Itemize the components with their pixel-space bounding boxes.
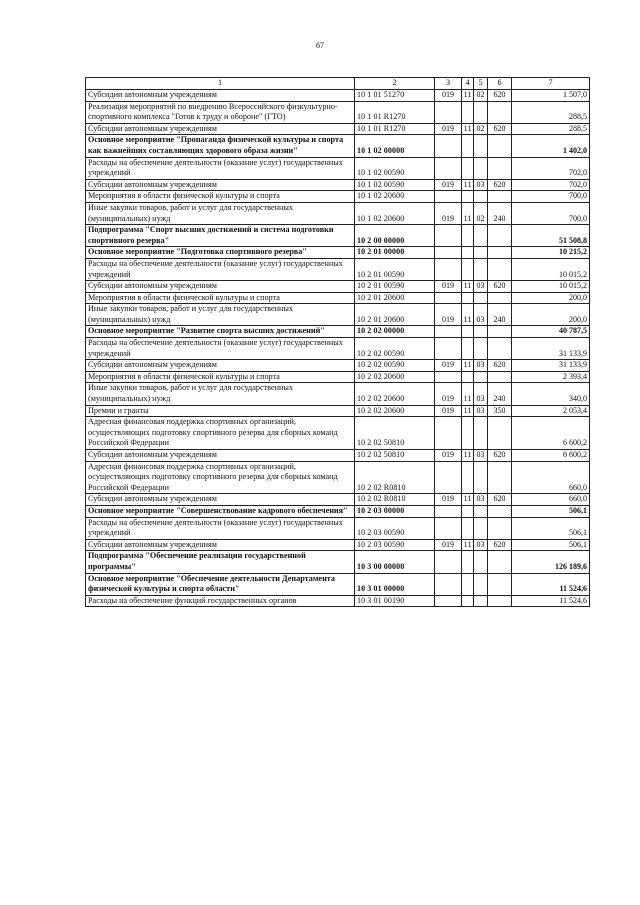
section-code-cell — [462, 551, 474, 573]
expense-type-cell: 240 — [488, 383, 512, 405]
section-code-cell: 11 — [462, 123, 474, 135]
section-code-cell: 11 — [462, 202, 474, 224]
amount-cell: 40 787,5 — [512, 326, 590, 338]
dept-code-cell: 019 — [435, 179, 462, 191]
amount-cell: 660,0 — [512, 494, 590, 506]
row-name-cell: Основное мероприятие "Подготовка спортивного резерва" — [86, 247, 355, 259]
target-code-cell: 10 2 01 20600 — [355, 304, 435, 326]
amount-cell: 506,1 — [512, 505, 590, 517]
target-code-cell: 10 1 01 R1270 — [355, 101, 435, 123]
table-row — [86, 157, 590, 179]
section-code-cell: 11 — [462, 494, 474, 506]
target-code-cell: 10 3 01 00000 — [355, 573, 435, 595]
expense-type-cell: 620 — [488, 179, 512, 191]
section-code-cell: 11 — [462, 179, 474, 191]
row-name-cell: Расходы на обеспечение деятельности (оказание услуг) государственных учреждений — [86, 258, 355, 280]
table-row — [86, 304, 590, 326]
section-code-cell — [462, 326, 474, 338]
table-row — [86, 517, 590, 539]
table-row — [86, 405, 590, 417]
subsection-code-cell — [474, 505, 488, 517]
section-code-cell: 11 — [462, 304, 474, 326]
expense-type-cell: 240 — [488, 202, 512, 224]
target-code-cell: 10 1 02 00590 — [355, 179, 435, 191]
subsection-code-cell — [474, 371, 488, 383]
amount-cell: 700,0 — [512, 191, 590, 203]
row-name-cell: Иные закупки товаров, работ и услуг для государственных (муниципальных) нужд — [86, 304, 355, 326]
amount-cell: 31 133,9 — [512, 360, 590, 372]
subsection-code-cell: 02 — [474, 123, 488, 135]
target-code-cell: 10 2 02 20600 — [355, 405, 435, 417]
dept-code-cell: 019 — [435, 494, 462, 506]
target-code-cell: 10 1 02 00590 — [355, 157, 435, 179]
subsection-code-cell — [474, 225, 488, 247]
amount-cell: 6 600,2 — [512, 450, 590, 462]
section-code-cell: 11 — [462, 539, 474, 551]
subsection-code-cell — [474, 247, 488, 259]
table-row — [86, 326, 590, 338]
target-code-cell: 10 1 02 20600 — [355, 191, 435, 203]
target-code-cell: 10 2 02 20600 — [355, 383, 435, 405]
row-name-cell: Иные закупки товаров, работ и услуг для государственных (муниципальных) нужд — [86, 202, 355, 224]
section-code-cell: 11 — [462, 383, 474, 405]
dept-code-cell — [435, 573, 462, 595]
page-number: 67 — [316, 41, 324, 50]
dept-code-cell: 019 — [435, 450, 462, 462]
table-row — [86, 202, 590, 224]
section-code-cell: 11 — [462, 281, 474, 293]
section-code-cell — [462, 135, 474, 157]
expense-type-cell: 620 — [488, 539, 512, 551]
table-row — [86, 595, 590, 607]
dept-code-cell — [435, 505, 462, 517]
row-name-cell: Субсидии автономным учреждениям — [86, 539, 355, 551]
row-name-cell: Мероприятия в области физической культуры и спорта — [86, 191, 355, 203]
section-code-cell — [462, 157, 474, 179]
table-row — [86, 101, 590, 123]
section-code-cell — [462, 461, 474, 494]
subsection-code-cell — [474, 258, 488, 280]
dept-code-cell — [435, 225, 462, 247]
expense-type-cell — [488, 551, 512, 573]
table-row — [86, 247, 590, 259]
section-code-cell — [462, 101, 474, 123]
section-code-cell — [462, 505, 474, 517]
expense-type-cell: 240 — [488, 304, 512, 326]
subsection-code-cell: 03 — [474, 383, 488, 405]
section-code-cell — [462, 573, 474, 595]
section-code-cell — [462, 417, 474, 450]
target-code-cell: 10 2 02 00590 — [355, 360, 435, 372]
dept-code-cell — [435, 135, 462, 157]
subsection-code-cell — [474, 338, 488, 360]
section-code-cell — [462, 595, 474, 607]
subsection-code-cell: 02 — [474, 90, 488, 102]
amount-cell: 288,5 — [512, 123, 590, 135]
table-row — [86, 539, 590, 551]
column-header: 1 — [86, 78, 355, 90]
expense-type-cell — [488, 371, 512, 383]
dept-code-cell: 019 — [435, 383, 462, 405]
target-code-cell: 10 2 02 50810 — [355, 417, 435, 450]
target-code-cell: 10 1 02 20600 — [355, 202, 435, 224]
table-row — [86, 383, 590, 405]
section-code-cell — [462, 247, 474, 259]
dept-code-cell — [435, 247, 462, 259]
row-name-cell: Субсидии автономным учреждениям — [86, 281, 355, 293]
section-code-cell: 11 — [462, 360, 474, 372]
expense-type-cell — [488, 247, 512, 259]
subsection-code-cell: 03 — [474, 179, 488, 191]
table-row — [86, 225, 590, 247]
amount-cell: 2 053,4 — [512, 405, 590, 417]
table-row — [86, 338, 590, 360]
column-header: 4 — [462, 78, 474, 90]
row-name-cell: Расходы на обеспечение функций государственных органов — [86, 595, 355, 607]
subsection-code-cell — [474, 135, 488, 157]
section-code-cell: 11 — [462, 405, 474, 417]
expense-type-cell — [488, 225, 512, 247]
expense-type-cell — [488, 292, 512, 304]
table-row — [86, 135, 590, 157]
subsection-code-cell — [474, 573, 488, 595]
subsection-code-cell — [474, 595, 488, 607]
table-row — [86, 461, 590, 494]
column-header: 3 — [435, 78, 462, 90]
section-code-cell — [462, 517, 474, 539]
section-code-cell — [462, 225, 474, 247]
table-row — [86, 258, 590, 280]
table-row — [86, 551, 590, 573]
section-code-cell — [462, 338, 474, 360]
section-code-cell — [462, 258, 474, 280]
amount-cell: 2 393,4 — [512, 371, 590, 383]
amount-cell: 200,0 — [512, 304, 590, 326]
subsection-code-cell: 03 — [474, 304, 488, 326]
amount-cell: 200,0 — [512, 292, 590, 304]
expense-type-cell — [488, 135, 512, 157]
row-name-cell: Подпрограмма "Обеспечение реализации государственной программы" — [86, 551, 355, 573]
amount-cell: 6 600,2 — [512, 417, 590, 450]
expense-type-cell: 620 — [488, 450, 512, 462]
subsection-code-cell — [474, 157, 488, 179]
target-code-cell: 10 2 01 00590 — [355, 281, 435, 293]
row-name-cell: Мероприятия в области физической культуры и спорта — [86, 371, 355, 383]
subsection-code-cell — [474, 101, 488, 123]
expense-type-cell: 350 — [488, 405, 512, 417]
amount-cell: 1 402,0 — [512, 135, 590, 157]
table-row — [86, 417, 590, 450]
dept-code-cell — [435, 101, 462, 123]
target-code-cell: 10 3 00 00000 — [355, 551, 435, 573]
row-name-cell: Субсидии автономным учреждениям — [86, 123, 355, 135]
row-name-cell: Основное мероприятие "Пропаганда физической культуры и спорта как важнейших составляющих здорового образа жизни" — [86, 135, 355, 157]
expense-type-cell — [488, 191, 512, 203]
amount-cell: 10 215,2 — [512, 247, 590, 259]
amount-cell: 702,0 — [512, 179, 590, 191]
row-name-cell: Адресная финансовая поддержка спортивных организаций, осуществляющих подготовку спортивного резерва для сборных команд Российской Федерации — [86, 461, 355, 494]
target-code-cell: 10 3 01 00190 — [355, 595, 435, 607]
row-name-cell: Основное мероприятие "Развитие спорта высших достижений" — [86, 326, 355, 338]
table-row — [86, 450, 590, 462]
row-name-cell: Субсидии автономным учреждениям — [86, 90, 355, 102]
subsection-code-cell: 02 — [474, 202, 488, 224]
target-code-cell: 10 2 03 00000 — [355, 505, 435, 517]
target-code-cell: 10 2 02 R0810 — [355, 494, 435, 506]
expense-type-cell: 620 — [488, 281, 512, 293]
expense-type-cell — [488, 258, 512, 280]
expense-type-cell: 620 — [488, 360, 512, 372]
dept-code-cell — [435, 338, 462, 360]
subsection-code-cell — [474, 517, 488, 539]
table-row — [86, 292, 590, 304]
dept-code-cell: 019 — [435, 539, 462, 551]
target-code-cell: 10 2 01 00590 — [355, 258, 435, 280]
amount-cell: 340,0 — [512, 383, 590, 405]
budget-table — [85, 77, 590, 607]
target-code-cell: 10 2 02 00000 — [355, 326, 435, 338]
table-row — [86, 371, 590, 383]
subsection-code-cell — [474, 461, 488, 494]
dept-code-cell: 019 — [435, 405, 462, 417]
subsection-code-cell: 03 — [474, 539, 488, 551]
row-name-cell: Основное мероприятие "Обеспечение деятельности Департамента физической культуры и спорта области" — [86, 573, 355, 595]
target-code-cell: 10 2 02 00590 — [355, 338, 435, 360]
dept-code-cell: 019 — [435, 90, 462, 102]
target-code-cell: 10 2 03 00590 — [355, 539, 435, 551]
subsection-code-cell — [474, 191, 488, 203]
subsection-code-cell — [474, 292, 488, 304]
dept-code-cell — [435, 595, 462, 607]
amount-cell: 126 189,6 — [512, 551, 590, 573]
section-code-cell: 11 — [462, 90, 474, 102]
row-name-cell: Основное мероприятие "Совершенствование кадрового обеспечения" — [86, 505, 355, 517]
target-code-cell: 10 1 01 51270 — [355, 90, 435, 102]
row-name-cell: Расходы на обеспечение деятельности (оказание услуг) государственных учреждений — [86, 338, 355, 360]
amount-cell: 10 015,2 — [512, 258, 590, 280]
amount-cell: 11 524,6 — [512, 573, 590, 595]
target-code-cell: 10 2 01 20600 — [355, 292, 435, 304]
column-header: 6 — [488, 78, 512, 90]
target-code-cell: 10 1 01 R1270 — [355, 123, 435, 135]
subsection-code-cell: 03 — [474, 450, 488, 462]
expense-type-cell — [488, 573, 512, 595]
subsection-code-cell: 03 — [474, 494, 488, 506]
amount-cell: 31 133,9 — [512, 338, 590, 360]
expense-type-cell: 620 — [488, 123, 512, 135]
row-name-cell: Субсидии автономным учреждениям — [86, 179, 355, 191]
target-code-cell: 10 2 00 00000 — [355, 225, 435, 247]
target-code-cell: 10 2 02 R0810 — [355, 461, 435, 494]
section-code-cell: 11 — [462, 450, 474, 462]
dept-code-cell — [435, 461, 462, 494]
table-row — [86, 90, 590, 102]
table-row — [86, 360, 590, 372]
amount-cell: 51 508,8 — [512, 225, 590, 247]
expense-type-cell — [488, 157, 512, 179]
dept-code-cell — [435, 417, 462, 450]
subsection-code-cell — [474, 551, 488, 573]
column-header: 2 — [355, 78, 435, 90]
column-header: 5 — [474, 78, 488, 90]
table-body — [86, 90, 590, 607]
amount-cell: 1 507,0 — [512, 90, 590, 102]
expense-type-cell — [488, 595, 512, 607]
amount-cell: 10 015,2 — [512, 281, 590, 293]
subsection-code-cell: 03 — [474, 405, 488, 417]
subsection-code-cell — [474, 326, 488, 338]
expense-type-cell: 620 — [488, 494, 512, 506]
row-name-cell: Субсидии автономным учреждениям — [86, 360, 355, 372]
row-name-cell: Реализация мероприятий по внедрению Всероссийского физкультурно-спортивного комплекса "Готов к труду и обороне" (ГТО) — [86, 101, 355, 123]
row-name-cell: Субсидии автономным учреждениям — [86, 450, 355, 462]
expense-type-cell — [488, 517, 512, 539]
section-code-cell — [462, 292, 474, 304]
expense-type-cell — [488, 505, 512, 517]
row-name-cell: Расходы на обеспечение деятельности (оказание услуг) государственных учреждений — [86, 157, 355, 179]
table-row — [86, 573, 590, 595]
table-row — [86, 494, 590, 506]
target-code-cell: 10 2 03 00590 — [355, 517, 435, 539]
table-header-row — [86, 78, 590, 90]
dept-code-cell — [435, 517, 462, 539]
expense-type-cell — [488, 461, 512, 494]
row-name-cell: Расходы на обеспечение деятельности (оказание услуг) государственных учреждений — [86, 517, 355, 539]
table-row — [86, 191, 590, 203]
dept-code-cell — [435, 371, 462, 383]
amount-cell: 702,0 — [512, 157, 590, 179]
expense-type-cell — [488, 101, 512, 123]
target-code-cell: 10 2 01 00000 — [355, 247, 435, 259]
table-row — [86, 123, 590, 135]
subsection-code-cell — [474, 417, 488, 450]
target-code-cell: 10 1 02 00000 — [355, 135, 435, 157]
dept-code-cell: 019 — [435, 281, 462, 293]
dept-code-cell — [435, 292, 462, 304]
amount-cell: 288,5 — [512, 101, 590, 123]
amount-cell: 700,0 — [512, 202, 590, 224]
subsection-code-cell: 03 — [474, 281, 488, 293]
dept-code-cell: 019 — [435, 123, 462, 135]
target-code-cell: 10 2 02 50810 — [355, 450, 435, 462]
row-name-cell: Мероприятия в области физической культуры и спорта — [86, 292, 355, 304]
row-name-cell: Субсидии автономным учреждениям — [86, 494, 355, 506]
amount-cell: 506,1 — [512, 517, 590, 539]
target-code-cell: 10 2 02 20600 — [355, 371, 435, 383]
subsection-code-cell: 03 — [474, 360, 488, 372]
expense-type-cell — [488, 338, 512, 360]
row-name-cell: Премии и гранты — [86, 405, 355, 417]
amount-cell: 506,1 — [512, 539, 590, 551]
dept-code-cell — [435, 258, 462, 280]
expense-type-cell — [488, 417, 512, 450]
dept-code-cell: 019 — [435, 202, 462, 224]
dept-code-cell: 019 — [435, 304, 462, 326]
row-name-cell: Подпрограмма "Спорт высших достижений и система подготовки спортивного резерва" — [86, 225, 355, 247]
expense-type-cell: 620 — [488, 90, 512, 102]
dept-code-cell: 019 — [435, 360, 462, 372]
table-row — [86, 505, 590, 517]
row-name-cell: Адресная финансовая поддержка спортивных организаций, осуществляющих подготовку спортивного резерва для сборных команд Российской Федерации — [86, 417, 355, 450]
amount-cell: 11 524,6 — [512, 595, 590, 607]
row-name-cell: Иные закупки товаров, работ и услуг для государственных (муниципальных) нужд — [86, 383, 355, 405]
amount-cell: 660,0 — [512, 461, 590, 494]
dept-code-cell — [435, 191, 462, 203]
dept-code-cell — [435, 157, 462, 179]
dept-code-cell — [435, 551, 462, 573]
column-header: 7 — [512, 78, 590, 90]
section-code-cell — [462, 191, 474, 203]
section-code-cell — [462, 371, 474, 383]
expense-type-cell — [488, 326, 512, 338]
table-row — [86, 179, 590, 191]
dept-code-cell — [435, 326, 462, 338]
table-row — [86, 281, 590, 293]
